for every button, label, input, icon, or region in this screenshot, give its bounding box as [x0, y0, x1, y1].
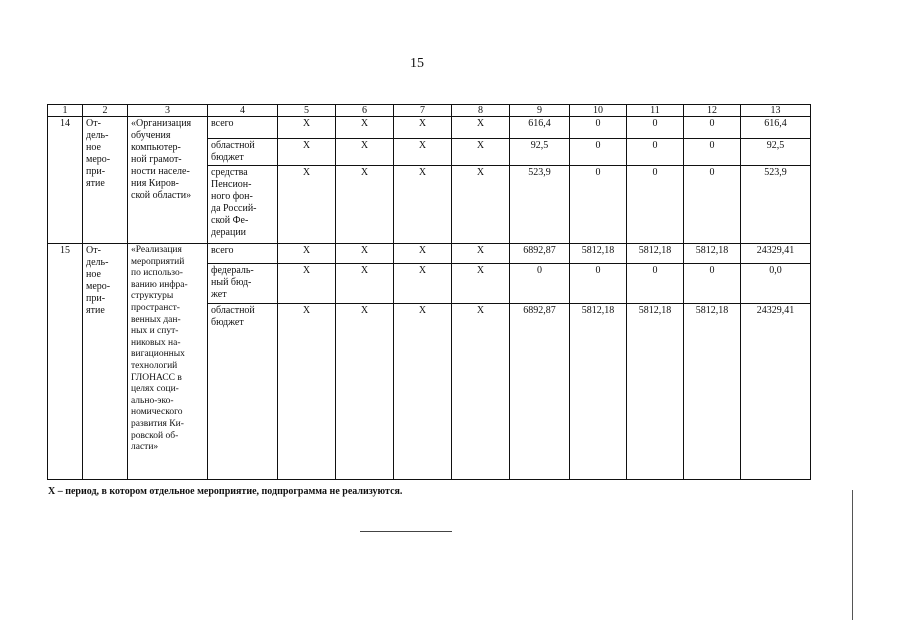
footnote: Х – период, в котором отдельное мероприятие, подпрограмма не реализуются.: [48, 486, 403, 497]
header-cell: 2: [83, 105, 128, 117]
header-cell: 12: [684, 105, 741, 117]
value-cell: 0: [570, 117, 627, 139]
table-row: [48, 244, 811, 264]
value-cell: 0: [627, 166, 684, 244]
header-cell: 7: [394, 105, 452, 117]
header-row: [48, 105, 811, 117]
value-cell: Х: [278, 264, 336, 304]
value-cell: 0: [570, 139, 627, 166]
value-cell: Х: [336, 264, 394, 304]
value-cell: 523,9: [510, 166, 570, 244]
value-cell: 5812,18: [627, 304, 684, 480]
value-cell: 0: [570, 166, 627, 244]
value-cell: 0: [627, 264, 684, 304]
value-cell: Х: [452, 117, 510, 139]
header-cell: 5: [278, 105, 336, 117]
header-cell: 1: [48, 105, 83, 117]
source-cell: средства Пенсион- ного фон- да Россий- ской Фе- дерации: [208, 166, 278, 244]
value-cell: 0: [684, 117, 741, 139]
header-cell: 9: [510, 105, 570, 117]
value-cell: 5812,18: [684, 244, 741, 264]
value-cell: Х: [336, 166, 394, 244]
source-cell: всего: [208, 117, 278, 139]
header-cell: 10: [570, 105, 627, 117]
value-cell: 616,4: [510, 117, 570, 139]
value-cell: Х: [278, 139, 336, 166]
status-cell: От- дель- ное меро- при- ятие: [83, 244, 128, 480]
page-number: 15: [410, 56, 424, 71]
header-cell: 4: [208, 105, 278, 117]
value-cell: Х: [452, 139, 510, 166]
row-number: 15: [48, 244, 83, 480]
divider-line: [360, 531, 452, 532]
table-row: [48, 117, 811, 139]
value-cell: Х: [452, 264, 510, 304]
value-cell: 0: [510, 264, 570, 304]
value-cell: 92,5: [510, 139, 570, 166]
row-number: 14: [48, 117, 83, 244]
value-cell: Х: [452, 166, 510, 244]
value-cell: Х: [278, 166, 336, 244]
header-cell: 8: [452, 105, 510, 117]
value-cell: 5812,18: [627, 244, 684, 264]
header-cell: 3: [128, 105, 208, 117]
header-cell: 13: [741, 105, 811, 117]
value-cell: Х: [336, 244, 394, 264]
value-cell: Х: [452, 244, 510, 264]
source-cell: областной бюджет: [208, 139, 278, 166]
value-cell: Х: [336, 117, 394, 139]
value-cell: Х: [394, 264, 452, 304]
value-cell: 6892,87: [510, 244, 570, 264]
measure-name-cell: «Организация обучения компьютер- ной грамот- ности населе- ния Киров- ской области»: [128, 117, 208, 244]
value-cell: 6892,87: [510, 304, 570, 480]
source-cell: федераль- ный бюд- жет: [208, 264, 278, 304]
value-cell: Х: [394, 304, 452, 480]
value-cell: 92,5: [741, 139, 811, 166]
value-cell: 0,0: [741, 264, 811, 304]
value-cell: Х: [278, 117, 336, 139]
value-cell: 0: [684, 139, 741, 166]
program-table: [47, 104, 811, 480]
value-cell: 0: [684, 264, 741, 304]
value-cell: 5812,18: [570, 244, 627, 264]
value-cell: 24329,41: [741, 304, 811, 480]
value-cell: 616,4: [741, 117, 811, 139]
header-cell: 11: [627, 105, 684, 117]
value-cell: 0: [627, 117, 684, 139]
value-cell: 0: [627, 139, 684, 166]
value-cell: 0: [684, 166, 741, 244]
source-cell: всего: [208, 244, 278, 264]
status-cell: От- дель- ное меро- при- ятие: [83, 117, 128, 244]
value-cell: Х: [278, 304, 336, 480]
value-cell: Х: [394, 244, 452, 264]
header-cell: 6: [336, 105, 394, 117]
value-cell: 5812,18: [684, 304, 741, 480]
measure-name-cell: «Реализация мероприятий по использо- ванию инфра- структуры пространст- венных дан- ных и спут- никовых на- вигационных технологий ГЛОНАСС в целях соци- ально-эко- номического развития Ки- ровской об- ласти»: [128, 244, 208, 480]
value-cell: 24329,41: [741, 244, 811, 264]
value-cell: Х: [394, 117, 452, 139]
source-cell: областной бюджет: [208, 304, 278, 480]
value-cell: 5812,18: [570, 304, 627, 480]
scan-edge-line: [852, 490, 853, 620]
value-cell: Х: [336, 304, 394, 480]
value-cell: Х: [278, 244, 336, 264]
value-cell: Х: [452, 304, 510, 480]
value-cell: Х: [394, 139, 452, 166]
value-cell: 523,9: [741, 166, 811, 244]
value-cell: Х: [394, 166, 452, 244]
value-cell: Х: [336, 139, 394, 166]
value-cell: 0: [570, 264, 627, 304]
